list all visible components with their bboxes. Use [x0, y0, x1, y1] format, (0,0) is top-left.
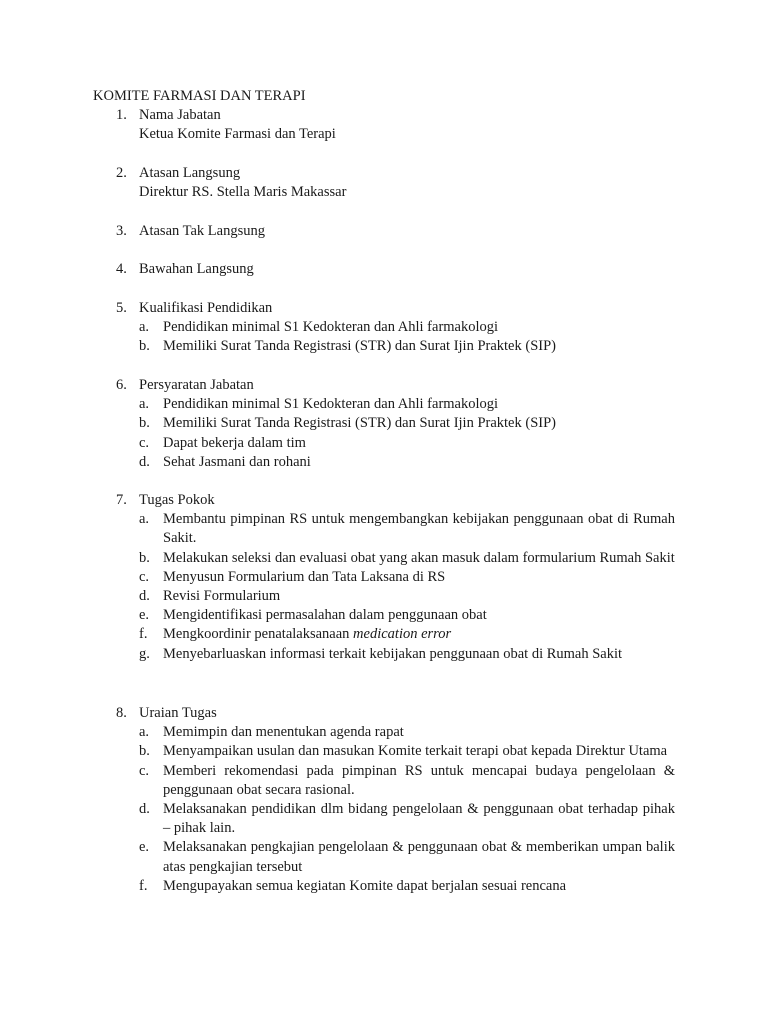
section-number: 6.	[116, 377, 127, 393]
section-kualifikasi-pendidikan	[93, 299, 693, 357]
list-item	[139, 453, 675, 472]
section-number: 4.	[116, 261, 127, 277]
section-number: 1.	[116, 107, 127, 123]
list-item	[139, 587, 675, 606]
item-text: Sehat Jasmani dan rohani	[163, 453, 311, 470]
section-heading	[93, 491, 693, 510]
section-number: 5.	[116, 300, 127, 316]
item-text: Melakukan seleksi dan evaluasi obat yang akan masuk dalam formularium Rumah Sakit	[163, 549, 675, 566]
item-letter: a.	[139, 511, 150, 528]
item-text: Melaksanakan pendidikan dlm bidang pengelolaan & penggunaan obat terhadap pihak – pihak lain.	[163, 801, 675, 837]
item-text: Pendidikan minimal S1 Kedokteran dan Ahli farmakologi	[163, 319, 499, 336]
section-nama-jabatan	[93, 106, 693, 144]
list-item	[139, 414, 675, 433]
item-text: Menyusun Formularium dan Tata Laksana di RS	[163, 568, 446, 585]
list-item	[139, 625, 675, 644]
list-item	[139, 606, 675, 625]
item-italic-text: medication error	[353, 626, 452, 643]
section-number: 3.	[116, 223, 127, 239]
section-title: Bawahan Langsung	[139, 261, 254, 277]
section-atasan-langsung	[93, 164, 693, 202]
document-title: KOMITE FARMASI DAN TERAPI	[93, 88, 306, 104]
section-number: 7.	[116, 492, 127, 508]
section-heading	[93, 106, 693, 125]
item-text: Mengupayakan semua kegiatan Komite dapat berjalan sesuai rencana	[163, 877, 567, 894]
item-letter: e.	[139, 839, 150, 856]
section-number: 8.	[116, 705, 127, 721]
item-letter: d.	[139, 453, 150, 470]
section-tugas-pokok	[93, 491, 693, 664]
section-persyaratan-jabatan	[93, 376, 693, 472]
item-letter: d.	[139, 801, 150, 817]
item-letter: e.	[139, 607, 150, 624]
item-text: Menyebarluaskan informasi terkait kebijakan penggunaan obat di Rumah Sakit	[163, 645, 623, 662]
list-item	[139, 800, 675, 838]
item-text: Memiliki Surat Tanda Registrasi (STR) dan Surat Ijin Praktek (SIP)	[163, 415, 556, 432]
section-atasan-tak-langsung	[93, 222, 693, 241]
item-letter: b.	[139, 549, 150, 566]
section-title: Uraian Tugas	[139, 705, 217, 721]
item-text: Pendidikan minimal S1 Kedokteran dan Ahli farmakologi	[163, 396, 499, 413]
list-item	[139, 742, 675, 761]
section-content: Direktur RS. Stella Maris Makassar	[139, 184, 347, 201]
section-heading	[93, 222, 693, 241]
list-item	[139, 723, 675, 742]
section-title: Kualifikasi Pendidikan	[139, 300, 273, 316]
item-letter: c.	[139, 762, 150, 779]
section-heading	[93, 299, 693, 318]
item-text: Menyampaikan usulan dan masukan Komite terkait terapi obat kepada Direktur Utama	[163, 743, 668, 760]
list-item	[139, 510, 675, 548]
item-text: Memiliki Surat Tanda Registrasi (STR) dan Surat Ijin Praktek (SIP)	[163, 338, 556, 355]
item-letter: b.	[139, 338, 150, 355]
item-letter: a.	[139, 319, 150, 336]
list-item	[139, 645, 675, 664]
item-letter: c.	[139, 434, 150, 451]
section-content: Ketua Komite Farmasi dan Terapi	[139, 126, 336, 143]
list-item	[139, 762, 675, 800]
list-item	[139, 549, 675, 568]
list-item	[139, 838, 675, 876]
item-text: Dapat bekerja dalam tim	[163, 434, 306, 451]
list-item	[139, 318, 675, 337]
item-text: Revisi Formularium	[163, 588, 281, 604]
item-text: Memberi rekomendasi pada pimpinan RS untuk mencapai budaya pengelolaan & penggunaan obat secara rasional.	[163, 762, 675, 798]
section-title: Tugas Pokok	[139, 492, 215, 508]
item-letter: b.	[139, 743, 150, 760]
section-heading	[93, 164, 693, 183]
item-text: Memimpin dan menentukan agenda rapat	[163, 724, 404, 741]
section-title: Atasan Tak Langsung	[139, 223, 265, 239]
item-text: Mengkoordinir penatalaksanaan	[163, 626, 354, 643]
section-title: Atasan Langsung	[139, 165, 241, 181]
section-heading	[93, 704, 693, 723]
section-heading	[93, 376, 693, 395]
item-letter: a.	[139, 724, 150, 741]
list-item	[139, 434, 675, 453]
section-title: Nama Jabatan	[139, 107, 221, 123]
item-letter: b.	[139, 415, 150, 432]
section-title: Persyaratan Jabatan	[139, 377, 254, 393]
item-letter: f.	[139, 877, 148, 894]
section-number: 2.	[116, 165, 127, 181]
list-item	[139, 568, 675, 587]
item-letter: c.	[139, 568, 150, 585]
section-bawahan-langsung	[93, 260, 693, 279]
item-letter: d.	[139, 588, 150, 604]
item-letter: f.	[139, 626, 148, 643]
item-letter: a.	[139, 396, 150, 413]
list-item	[139, 337, 675, 356]
section-uraian-tugas	[93, 704, 693, 896]
item-text: Mengidentifikasi permasalahan dalam penggunaan obat	[163, 607, 487, 624]
item-text: Membantu pimpinan RS untuk mengembangkan kebijakan penggunaan obat di Rumah Sakit.	[163, 511, 675, 547]
list-item	[139, 877, 675, 896]
item-text: Melaksanakan pengkajian pengelolaan & penggunaan obat & memberikan umpan balik atas pengkajian tersebut	[163, 839, 675, 875]
section-heading	[93, 260, 693, 279]
list-item	[139, 395, 675, 414]
item-letter: g.	[139, 645, 150, 662]
